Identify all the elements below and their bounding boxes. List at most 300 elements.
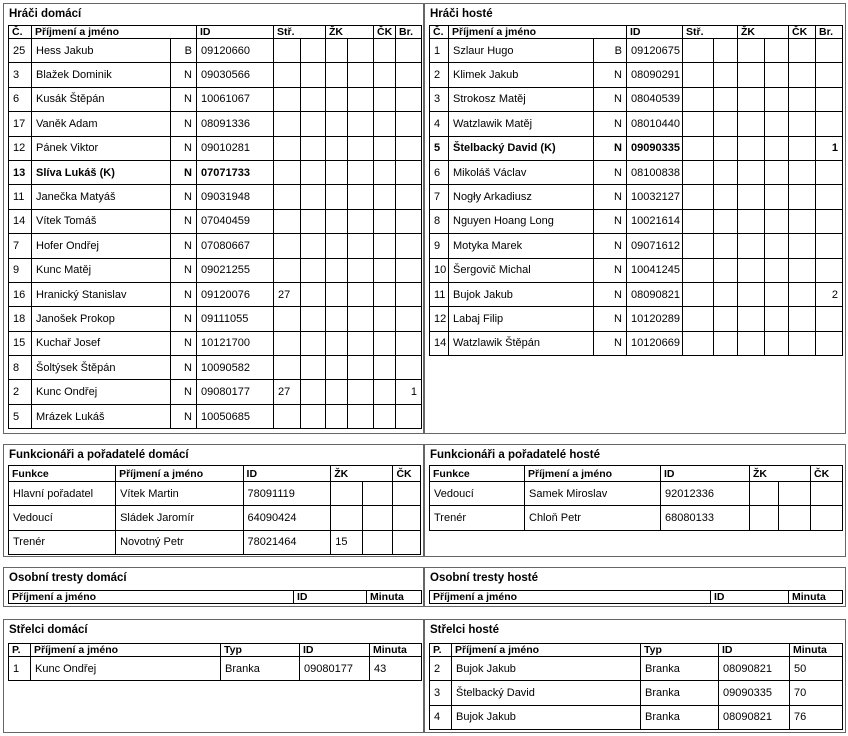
player-zk-extra (765, 136, 789, 160)
official-role: Hlavní pořadatel (9, 482, 116, 506)
player-number: 11 (9, 185, 32, 209)
player-name: Watzlawik Štěpán (449, 331, 594, 355)
player-zk-extra (765, 63, 789, 87)
player-zk-extra (348, 39, 374, 63)
player-ck (374, 234, 396, 258)
player-number: 7 (9, 234, 32, 258)
player-number: 8 (430, 209, 449, 233)
player-str-extra (714, 209, 738, 233)
official-name: Sládek Jaromír (116, 506, 243, 530)
col-header-name: Příjmení a jméno (116, 466, 243, 482)
home-players-panel (3, 3, 424, 434)
player-position: N (171, 87, 197, 111)
scorer-minute: 50 (790, 657, 843, 681)
player-ck (789, 136, 816, 160)
player-position: N (171, 185, 197, 209)
table-row (9, 209, 422, 233)
table-row (430, 112, 843, 136)
table-row (9, 380, 422, 404)
official-zk: 15 (331, 530, 363, 554)
official-id: 78091119 (243, 482, 331, 506)
player-id: 10120289 (627, 307, 683, 331)
player-str-extra (714, 39, 738, 63)
home-players-title: Hráči domácí (9, 8, 82, 20)
table-row (430, 705, 843, 729)
player-id: 10041245 (627, 258, 683, 282)
home-officials-table (8, 465, 421, 555)
player-ck (374, 404, 396, 428)
away-officials-table (429, 465, 843, 531)
player-zk-extra (765, 258, 789, 282)
player-ck (789, 39, 816, 63)
table-row (430, 160, 843, 184)
player-id: 10090582 (197, 356, 274, 380)
player-zk (738, 160, 765, 184)
player-id: 08091336 (197, 112, 274, 136)
player-id: 09071612 (627, 234, 683, 258)
scorer-name: Bujok Jakub (452, 657, 641, 681)
player-name: Hranický Stanislav (32, 282, 171, 306)
player-zk-extra (348, 404, 374, 428)
player-number: 12 (9, 136, 32, 160)
col-header-number: Č. (430, 26, 449, 39)
player-id: 09120076 (197, 282, 274, 306)
player-goals (816, 39, 843, 63)
player-goals: 1 (816, 136, 843, 160)
player-str-extra (301, 380, 326, 404)
col-header-minute: Minuta (367, 591, 422, 604)
player-zk (738, 234, 765, 258)
player-zk (326, 63, 348, 87)
player-number: 18 (9, 307, 32, 331)
player-position: N (594, 112, 627, 136)
player-name: Hess Jakub (32, 39, 171, 63)
table-row (9, 307, 422, 331)
official-zk-extra (362, 506, 393, 530)
official-ck (811, 506, 843, 530)
player-position: N (594, 87, 627, 111)
player-zk (326, 234, 348, 258)
player-position: N (171, 404, 197, 428)
player-str (683, 234, 714, 258)
away-players-title: Hráči hosté (430, 8, 493, 20)
table-row (430, 209, 843, 233)
player-goals (396, 136, 422, 160)
player-str-extra (714, 234, 738, 258)
player-ck (789, 307, 816, 331)
col-header-minute: Minuta (789, 591, 843, 604)
player-str-extra (714, 258, 738, 282)
player-str-extra (301, 356, 326, 380)
official-zk-extra (362, 482, 393, 506)
player-goals (816, 209, 843, 233)
player-number: 10 (430, 258, 449, 282)
player-number: 9 (9, 258, 32, 282)
official-zk (331, 482, 363, 506)
player-str (274, 404, 301, 428)
official-id: 78021464 (243, 530, 331, 554)
player-ck (789, 258, 816, 282)
player-goals (816, 258, 843, 282)
player-str (683, 63, 714, 87)
player-id: 09111055 (197, 307, 274, 331)
player-str (274, 87, 301, 111)
player-str-extra (301, 136, 326, 160)
player-name: Vítek Tomáš (32, 209, 171, 233)
player-number: 7 (430, 185, 449, 209)
official-zk-extra (362, 530, 393, 554)
table-row (430, 482, 843, 506)
scorer-name: Štelbacký David (452, 681, 641, 705)
scorer-id: 08090821 (719, 705, 790, 729)
table-row (430, 681, 843, 705)
official-zk (750, 482, 779, 506)
player-id: 09080177 (197, 380, 274, 404)
player-name: Szlaur Hugo (449, 39, 594, 63)
player-ck (374, 136, 396, 160)
col-header-id: ID (197, 26, 274, 39)
official-role: Trenér (430, 506, 525, 530)
table-header-row (9, 644, 422, 657)
player-str (274, 331, 301, 355)
scorer-minute: 43 (370, 657, 422, 681)
player-zk (326, 209, 348, 233)
home-penalties-table (8, 590, 422, 604)
player-position: N (171, 63, 197, 87)
table-row (9, 87, 422, 111)
table-row (9, 258, 422, 282)
player-goals (816, 87, 843, 111)
col-header-minute: Minuta (370, 644, 422, 657)
player-position: N (594, 234, 627, 258)
player-ck (374, 209, 396, 233)
scorer-name: Kunc Ondřej (31, 657, 221, 681)
player-name: Kunc Ondřej (32, 380, 171, 404)
col-header-name: Příjmení a jméno (9, 591, 294, 604)
player-ck (789, 185, 816, 209)
player-name: Blažek Dominik (32, 63, 171, 87)
player-zk (326, 404, 348, 428)
player-goals (816, 331, 843, 355)
player-ck (789, 87, 816, 111)
player-name: Strokosz Matěj (449, 87, 594, 111)
table-row (9, 63, 422, 87)
away-scorers-table (429, 643, 843, 730)
player-number: 5 (9, 404, 32, 428)
player-ck (789, 112, 816, 136)
player-number: 2 (430, 63, 449, 87)
official-name: Novotný Petr (116, 530, 243, 554)
table-row (430, 87, 843, 111)
table-row (9, 282, 422, 306)
scorer-id: 09090335 (719, 681, 790, 705)
col-header-id: ID (719, 644, 790, 657)
away-officials-title: Funkcionáři a pořadatelé hosté (430, 449, 600, 461)
player-zk-extra (765, 307, 789, 331)
player-goals (396, 209, 422, 233)
table-header-row (430, 644, 843, 657)
col-header-name: Příjmení a jméno (525, 466, 661, 482)
home-players-table (8, 25, 422, 429)
player-id: 08100838 (627, 160, 683, 184)
player-ck (374, 282, 396, 306)
player-zk-extra (348, 307, 374, 331)
player-position: N (171, 380, 197, 404)
player-str-extra (714, 307, 738, 331)
table-row (430, 506, 843, 530)
player-name: Šoltýsek Štěpán (32, 356, 171, 380)
player-zk (738, 307, 765, 331)
player-position: N (594, 63, 627, 87)
player-ck (789, 282, 816, 306)
player-position: N (594, 307, 627, 331)
player-str (274, 209, 301, 233)
player-ck (374, 112, 396, 136)
player-number: 3 (430, 87, 449, 111)
player-number: 17 (9, 112, 32, 136)
table-row (430, 39, 843, 63)
col-header-name: Příjmení a jméno (449, 26, 627, 39)
player-str (683, 331, 714, 355)
player-name: Watzlawik Matěj (449, 112, 594, 136)
player-str (683, 209, 714, 233)
table-row (430, 331, 843, 355)
col-header-str: Stř. (274, 26, 326, 39)
player-position: N (594, 258, 627, 282)
scorer-minute: 70 (790, 681, 843, 705)
col-header-br: Br. (396, 26, 422, 39)
player-number: 13 (9, 160, 32, 184)
col-header-name: Příjmení a jméno (452, 644, 641, 657)
player-position: N (171, 356, 197, 380)
table-header-row (430, 466, 843, 482)
player-str-extra (301, 87, 326, 111)
player-str (274, 234, 301, 258)
player-position: N (594, 331, 627, 355)
player-position: N (594, 136, 627, 160)
home-scorers-panel (3, 619, 424, 733)
player-str-extra (301, 209, 326, 233)
col-header-name: Příjmení a jméno (32, 26, 197, 39)
player-str-extra (714, 185, 738, 209)
player-zk (326, 136, 348, 160)
col-header-order: P. (430, 644, 452, 657)
table-row (430, 185, 843, 209)
scorer-order: 2 (430, 657, 452, 681)
player-position: N (594, 209, 627, 233)
player-zk-extra (348, 234, 374, 258)
player-id: 09120660 (197, 39, 274, 63)
player-name: Nogły Arkadiusz (449, 185, 594, 209)
away-scorers-panel (424, 619, 846, 733)
player-str-extra (301, 63, 326, 87)
official-zk (750, 506, 779, 530)
col-header-str: Stř. (683, 26, 738, 39)
player-str-extra (301, 331, 326, 355)
player-ck (789, 160, 816, 184)
player-name: Pánek Viktor (32, 136, 171, 160)
player-zk-extra (348, 136, 374, 160)
player-name: Slíva Lukáš (K) (32, 160, 171, 184)
table-row (9, 331, 422, 355)
col-header-role: Funkce (430, 466, 525, 482)
away-penalties-panel (424, 567, 846, 607)
col-header-order: P. (9, 644, 31, 657)
player-str-extra (714, 160, 738, 184)
col-header-number: Č. (9, 26, 32, 39)
official-role: Vedoucí (430, 482, 525, 506)
col-header-zk: ŽK (326, 26, 374, 39)
table-row (9, 185, 422, 209)
player-ck (374, 63, 396, 87)
player-number: 1 (430, 39, 449, 63)
scorer-minute: 76 (790, 705, 843, 729)
player-ck (374, 307, 396, 331)
player-ck (789, 331, 816, 355)
player-id: 09031948 (197, 185, 274, 209)
official-zk-extra (779, 482, 811, 506)
player-zk (738, 87, 765, 111)
player-zk (326, 112, 348, 136)
table-row (9, 234, 422, 258)
player-zk-extra (765, 87, 789, 111)
player-position: N (171, 209, 197, 233)
player-zk-extra (348, 185, 374, 209)
col-header-name: Příjmení a jméno (31, 644, 221, 657)
player-position: N (171, 331, 197, 355)
player-id: 09021255 (197, 258, 274, 282)
table-row (430, 657, 843, 681)
player-str (274, 112, 301, 136)
player-id: 10120669 (627, 331, 683, 355)
player-name: Kuchař Josef (32, 331, 171, 355)
official-ck (393, 482, 421, 506)
player-goals (396, 87, 422, 111)
player-goals (816, 63, 843, 87)
player-name: Šergovič Michal (449, 258, 594, 282)
player-name: Nguyen Hoang Long (449, 209, 594, 233)
player-str (274, 258, 301, 282)
player-str-extra (714, 87, 738, 111)
player-id: 09120675 (627, 39, 683, 63)
table-row (430, 282, 843, 306)
player-id: 08010440 (627, 112, 683, 136)
scorer-order: 3 (430, 681, 452, 705)
col-header-id: ID (627, 26, 683, 39)
player-position: B (171, 39, 197, 63)
player-zk-extra (348, 331, 374, 355)
player-goals (396, 258, 422, 282)
player-ck (374, 87, 396, 111)
table-row (9, 160, 422, 184)
player-number: 15 (9, 331, 32, 355)
player-str (683, 87, 714, 111)
scorer-type: Branka (641, 705, 719, 729)
player-id: 07080667 (197, 234, 274, 258)
player-id: 10032127 (627, 185, 683, 209)
player-position: N (594, 185, 627, 209)
col-header-zk: ŽK (738, 26, 789, 39)
player-zk (326, 87, 348, 111)
player-name: Kunc Matěj (32, 258, 171, 282)
col-header-id: ID (711, 591, 789, 604)
away-penalties-title: Osobní tresty hosté (430, 572, 538, 584)
home-scorers-table (8, 643, 422, 681)
player-str-extra (301, 185, 326, 209)
player-zk-extra (348, 63, 374, 87)
player-ck (374, 258, 396, 282)
table-row (9, 657, 422, 681)
table-row (430, 234, 843, 258)
player-zk (326, 39, 348, 63)
player-str-extra (714, 282, 738, 306)
table-row (9, 482, 421, 506)
player-ck (789, 234, 816, 258)
player-goals (816, 185, 843, 209)
player-position: N (594, 160, 627, 184)
official-name: Samek Miroslav (525, 482, 661, 506)
player-name: Klimek Jakub (449, 63, 594, 87)
table-row (9, 136, 422, 160)
player-zk (738, 136, 765, 160)
player-ck (374, 39, 396, 63)
player-position: N (594, 282, 627, 306)
player-name: Bujok Jakub (449, 282, 594, 306)
player-zk-extra (765, 234, 789, 258)
player-id: 10061067 (197, 87, 274, 111)
player-id: 08090291 (627, 63, 683, 87)
col-header-type: Typ (221, 644, 300, 657)
player-ck (374, 380, 396, 404)
player-id: 09030566 (197, 63, 274, 87)
player-str (683, 39, 714, 63)
player-goals (816, 112, 843, 136)
player-zk (326, 258, 348, 282)
player-goals (396, 404, 422, 428)
player-id: 10050685 (197, 404, 274, 428)
player-zk (738, 63, 765, 87)
col-header-role: Funkce (9, 466, 116, 482)
player-str-extra (301, 307, 326, 331)
player-str-extra (714, 112, 738, 136)
official-ck (393, 530, 421, 554)
scorer-id: 09080177 (300, 657, 370, 681)
player-position: N (171, 234, 197, 258)
player-id: 07040459 (197, 209, 274, 233)
scorer-order: 1 (9, 657, 31, 681)
player-zk-extra (348, 258, 374, 282)
player-number: 14 (430, 331, 449, 355)
player-zk (326, 307, 348, 331)
player-ck (374, 160, 396, 184)
player-str (274, 356, 301, 380)
player-position: N (171, 112, 197, 136)
player-str (683, 160, 714, 184)
player-str: 27 (274, 380, 301, 404)
table-row (9, 39, 422, 63)
player-zk-extra (765, 112, 789, 136)
player-zk-extra (348, 380, 374, 404)
col-header-id: ID (243, 466, 331, 482)
col-header-ck: ČK (393, 466, 421, 482)
player-number: 2 (9, 380, 32, 404)
player-name: Janošek Prokop (32, 307, 171, 331)
away-players-table (429, 25, 843, 356)
player-goals (396, 185, 422, 209)
away-penalties-table (429, 590, 843, 604)
player-zk-extra (765, 160, 789, 184)
player-str (274, 160, 301, 184)
